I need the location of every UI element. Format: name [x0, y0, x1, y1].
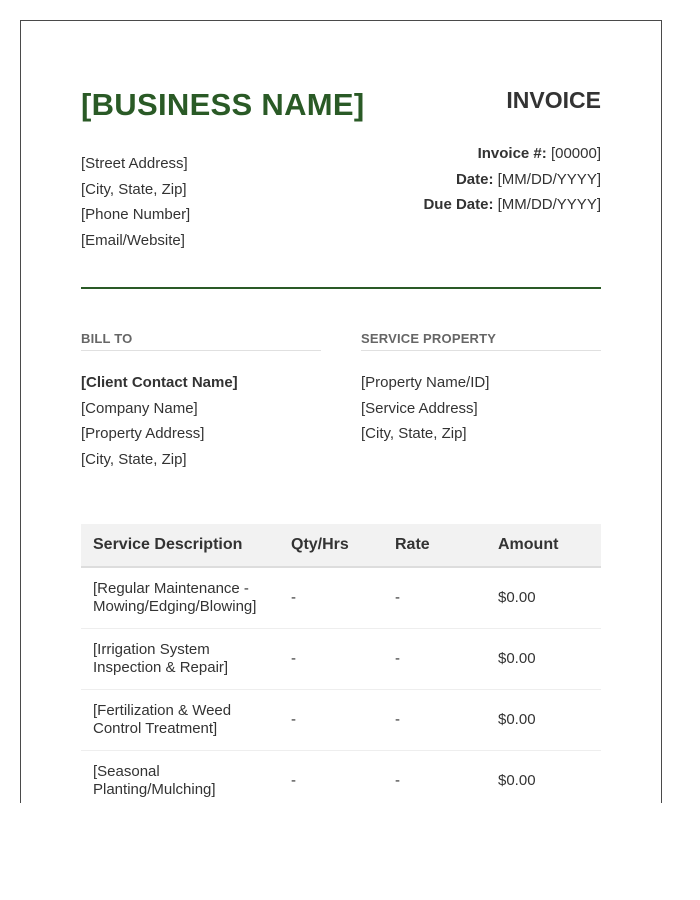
bill-to-block	[81, 331, 321, 472]
service-description-line: Mowing/Edging/Blowing]	[93, 598, 257, 615]
service-description-line: Control Treatment]	[93, 720, 218, 737]
service-description-line: [Fertilization & Weed	[93, 702, 232, 719]
qty-cell: -	[279, 629, 383, 690]
invoice-header	[81, 21, 601, 291]
invoice-title: INVOICE	[506, 87, 601, 113]
service-description-line: Planting/Mulching]	[93, 781, 216, 798]
service-description-line: [Regular Maintenance -	[93, 580, 249, 597]
service-description-line: [Seasonal	[93, 763, 160, 780]
table-row	[81, 629, 601, 690]
table-row	[81, 567, 601, 629]
amount-cell: $0.00	[486, 690, 601, 751]
bill-to-label: BILL TO	[81, 331, 321, 351]
invoice-number-row	[423, 141, 601, 167]
invoice-due-date-value: [MM/DD/YYYY]	[497, 196, 601, 213]
amount-cell: $0.00	[486, 629, 601, 690]
rate-cell: -	[383, 751, 486, 804]
business-email-website: [Email/Website]	[81, 231, 185, 249]
business-address	[81, 151, 190, 253]
amount-cell: $0.00	[486, 567, 601, 629]
invoice-due-date-label: Due Date:	[423, 196, 494, 213]
services-table	[81, 524, 601, 803]
invoice-sheet	[20, 20, 662, 803]
col-header-service-description: Service Description	[81, 524, 279, 567]
business-city-state-zip: [City, State, Zip]	[81, 180, 187, 198]
business-street: [Street Address]	[81, 155, 188, 172]
service-property-label: SERVICE PROPERTY	[361, 331, 601, 351]
rate-cell: -	[383, 629, 486, 690]
service-property-block	[361, 331, 601, 447]
bill-to-lines	[81, 370, 321, 472]
qty-cell: -	[279, 690, 383, 751]
business-name: [BUSINESS NAME]	[81, 87, 365, 122]
invoice-date-value: [MM/DD/YYYY]	[497, 170, 601, 188]
amount-cell: $0.00	[486, 751, 601, 804]
service-description-line: Inspection & Repair]	[93, 659, 229, 676]
service-description-cell	[81, 629, 279, 690]
qty-cell: -	[279, 567, 383, 629]
service-description-line: [Irrigation System	[93, 641, 210, 658]
col-header-rate: Rate	[383, 524, 486, 567]
rate-cell: -	[383, 690, 486, 751]
business-phone: [Phone Number]	[81, 206, 191, 223]
invoice-date-label: Date:	[455, 170, 494, 188]
rate-cell: -	[383, 567, 486, 629]
qty-cell: -	[279, 751, 383, 804]
invoice-date-row	[423, 167, 601, 193]
invoice-due-date-row	[423, 192, 601, 218]
service-description-cell	[81, 690, 279, 751]
header-divider	[81, 287, 601, 289]
invoice-content	[81, 21, 601, 798]
service-city-state-zip: [City, State, Zip]	[361, 425, 467, 442]
invoice-meta	[423, 141, 601, 218]
service-address: [Service Address]	[361, 399, 478, 417]
table-header-row	[81, 524, 601, 567]
service-property-lines	[361, 370, 601, 447]
service-description-cell	[81, 751, 279, 804]
property-name-id: [Property Name/ID]	[361, 374, 490, 391]
service-description-cell	[81, 567, 279, 629]
col-header-qty-hrs: Qty/Hrs	[279, 524, 383, 567]
client-property-address: [Property Address]	[81, 425, 205, 442]
table-row	[81, 751, 601, 804]
col-header-amount: Amount	[486, 524, 601, 567]
invoice-number-label: Invoice #:	[477, 145, 547, 162]
client-company-name: [Company Name]	[81, 399, 198, 417]
client-city-state-zip: [City, State, Zip]	[81, 450, 187, 468]
invoice-number-value: [00000]	[550, 145, 601, 162]
client-contact-name: [Client Contact Name]	[81, 374, 238, 391]
table-row	[81, 690, 601, 751]
